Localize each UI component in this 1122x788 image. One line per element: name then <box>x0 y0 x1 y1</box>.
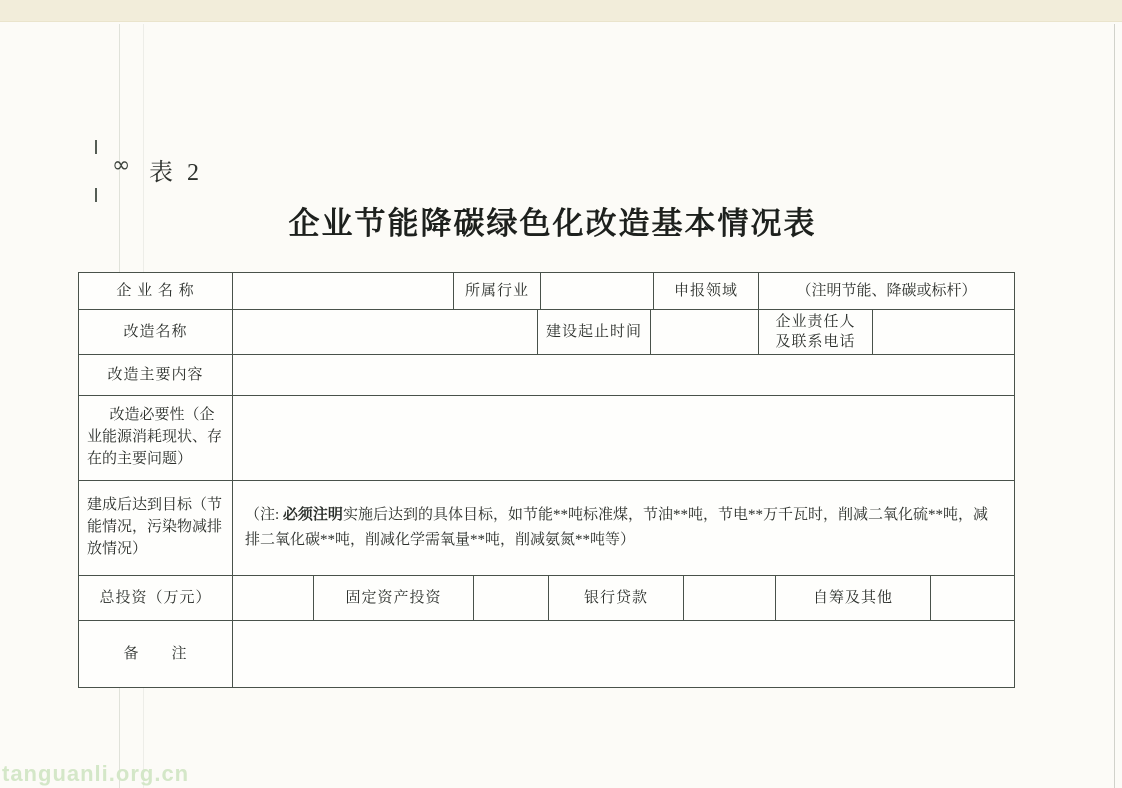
responsible-person-line2: 及联系电话 <box>775 334 856 350</box>
industry-value <box>541 273 654 309</box>
total-investment-value <box>233 576 314 620</box>
remarks-value <box>233 621 1014 687</box>
table-row-targets <box>79 481 1014 576</box>
total-investment-label: 总投资（万元） <box>79 576 233 620</box>
site-watermark: tanguanli.org.cn <box>2 761 190 786</box>
document-title: 企业节能降碳绿色化改造基本情况表 <box>288 206 817 241</box>
remarks-label: 备 注 <box>79 621 233 687</box>
table-row-enterprise <box>79 273 1014 310</box>
infinity-fold-mark: ∞ <box>112 153 131 178</box>
responsible-person-value <box>873 310 1014 354</box>
bank-loan-label: 银行贷款 <box>549 576 684 620</box>
binding-mark-top <box>95 140 97 154</box>
sheet-number-label: 表 2 <box>149 160 203 186</box>
construction-period-label: 建设起止时间 <box>538 310 651 354</box>
self-raised-value <box>931 576 1014 620</box>
targets-note-text <box>245 503 1002 553</box>
declared-field-label: 申报领域 <box>654 273 759 309</box>
responsible-person-line1: 企业责任人 <box>775 313 856 330</box>
enterprise-name-label: 企 业 名 称 <box>79 273 233 309</box>
main-content-label: 改造主要内容 <box>79 355 233 395</box>
table-row-investment <box>79 576 1014 621</box>
self-raised-label: 自筹及其他 <box>776 576 931 620</box>
construction-period-value <box>651 310 759 354</box>
note-bold: 必须注明 <box>282 507 343 524</box>
table-row-main-content <box>79 355 1014 396</box>
necessity-value <box>233 396 1014 480</box>
targets-note <box>233 481 1014 575</box>
necessity-label-text: 改造必要性（企业能源消耗现状、存在的主要问题） <box>87 407 223 467</box>
note-rest: 实施后达到的具体目标，如节能**吨标准煤，节油**吨，节电**万千瓦时，削减二氧化硫**吨，减排二氧化碳**吨，削减化学需氧量**吨，削减氨氮**吨等） <box>245 507 988 548</box>
necessity-label <box>79 396 233 480</box>
declared-field-note: （注明节能、降碳或标杆） <box>796 282 977 299</box>
fixed-assets-label: 固定资产投资 <box>314 576 474 620</box>
page-right-edge <box>1114 24 1115 788</box>
targets-label-text: 建成后达到目标（节能情况，污染物减排放情况） <box>87 497 223 557</box>
note-prefix: （注: <box>245 507 283 524</box>
form-table <box>78 272 1015 688</box>
project-name-label: 改造名称 <box>79 310 233 354</box>
fixed-assets-value <box>474 576 549 620</box>
scan-top-edge <box>0 0 1122 22</box>
table-row-remarks <box>79 621 1014 687</box>
responsible-person-label <box>759 310 873 354</box>
table-row-project <box>79 310 1014 355</box>
table-row-necessity <box>79 396 1014 481</box>
targets-label <box>79 481 233 575</box>
main-content-value <box>233 355 1014 395</box>
bank-loan-value <box>684 576 776 620</box>
enterprise-name-value <box>233 273 454 309</box>
industry-label: 所属行业 <box>454 273 541 309</box>
project-name-value <box>233 310 538 354</box>
